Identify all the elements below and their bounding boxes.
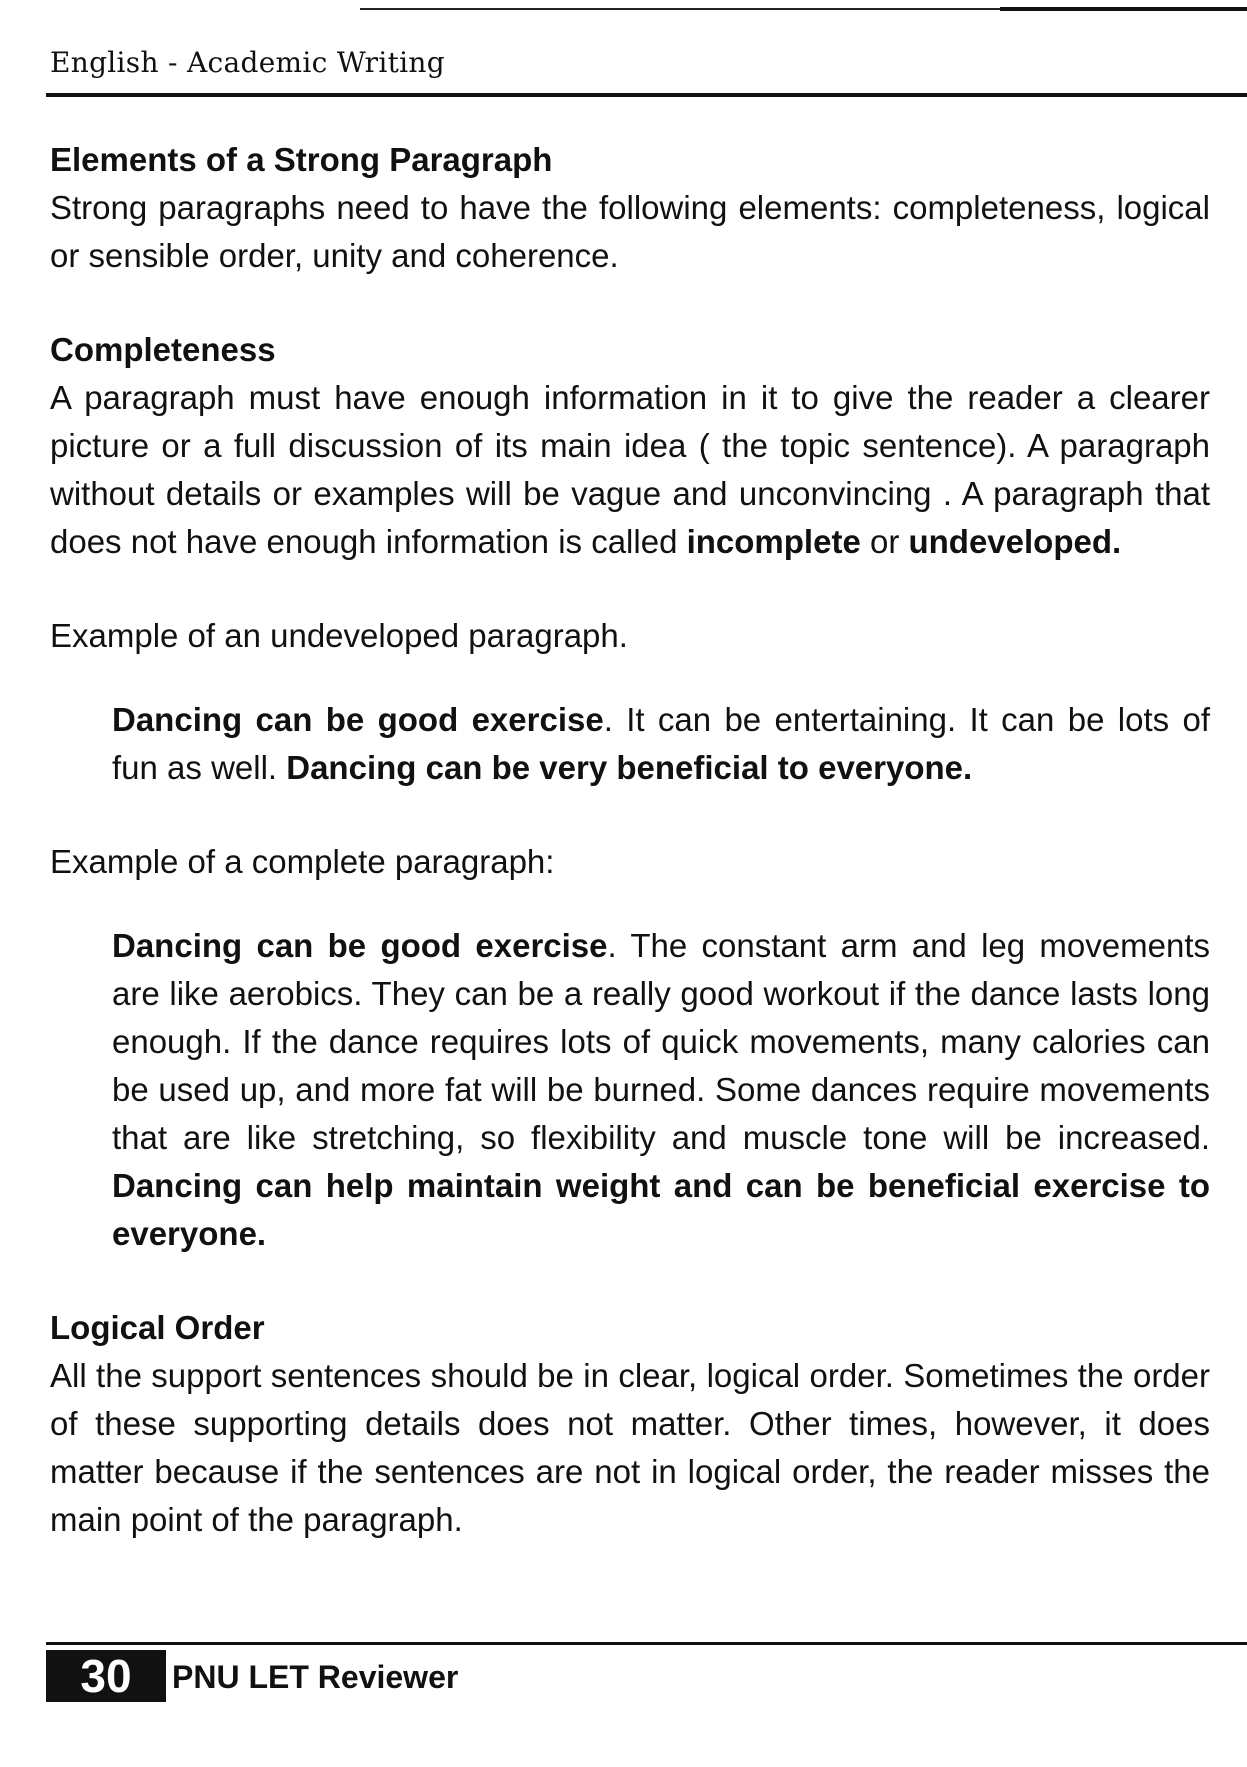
- footer-title: PNU LET Reviewer: [172, 1659, 459, 1695]
- topic-sentence: Dancing can be good exercise: [112, 927, 608, 964]
- label-example: Example: [50, 617, 179, 654]
- paragraph-logical-order: All the support sentences should be in clear, logical order. Sometimes the order of these supporting details does not matter. Other times, however, it does matter because if the sentences are not in logical order, the reader misses the main point of the paragraph.: [50, 1357, 1210, 1538]
- top-rule-accent: [1000, 7, 1247, 11]
- label-undeveloped-example: [50, 612, 1210, 660]
- heading-logical-order: Logical Order: [50, 1309, 265, 1346]
- header-rule: [46, 93, 1247, 97]
- label-rest: of an undeveloped paragraph.: [178, 617, 628, 654]
- heading-elements: Elements of a Strong Paragraph: [50, 141, 553, 178]
- paragraph-elements: Strong paragraphs need to have the following elements: completeness, logical or sensible order, unity and coherence.: [50, 189, 1210, 274]
- footer-rule: [46, 1642, 1247, 1645]
- term-connector: or: [860, 523, 909, 560]
- label-example: Example: [50, 843, 179, 880]
- label-complete-example: [50, 838, 1210, 886]
- running-header: English - Academic Writing: [50, 46, 445, 79]
- concluding-sentence: Dancing can help maintain weight and can be beneficial exercise to everyone.: [112, 1167, 1210, 1252]
- page-number-badge: 30: [46, 1650, 166, 1702]
- term-undeveloped: undeveloped.: [908, 523, 1122, 560]
- support-text: . It can be entertaining. It can be lots of fun as well.: [112, 701, 1210, 786]
- topic-sentence: Dancing can be good exercise: [112, 701, 604, 738]
- paragraph-completeness: [50, 374, 1210, 566]
- concluding-sentence: Dancing can be very beneficial to everyone.: [286, 749, 973, 786]
- term-incomplete: incomplete: [686, 523, 861, 560]
- support-text: . The constant arm and leg movements are like aerobics. They can be a really good workout if the dance lasts long enough. If the dance requires lots of quick movements, many calories can be used up, and more fat will be burned. Some dances require movements that are like stretching, so flexibility and muscle tone will be increased.: [112, 927, 1210, 1156]
- label-rest: of a complete paragraph:: [178, 843, 555, 880]
- example-complete-paragraph: [112, 922, 1210, 1258]
- page-body: [50, 136, 1210, 1544]
- completeness-text: A paragraph must have enough information in it to give the reader a clearer picture or a full discussion of its main idea ( the topic sentence). A paragraph without details or examples will be vague and unconvincing . A paragraph that does not have enough information is called: [50, 379, 1210, 560]
- heading-completeness: Completeness: [50, 331, 276, 368]
- example-undeveloped-paragraph: [112, 696, 1210, 792]
